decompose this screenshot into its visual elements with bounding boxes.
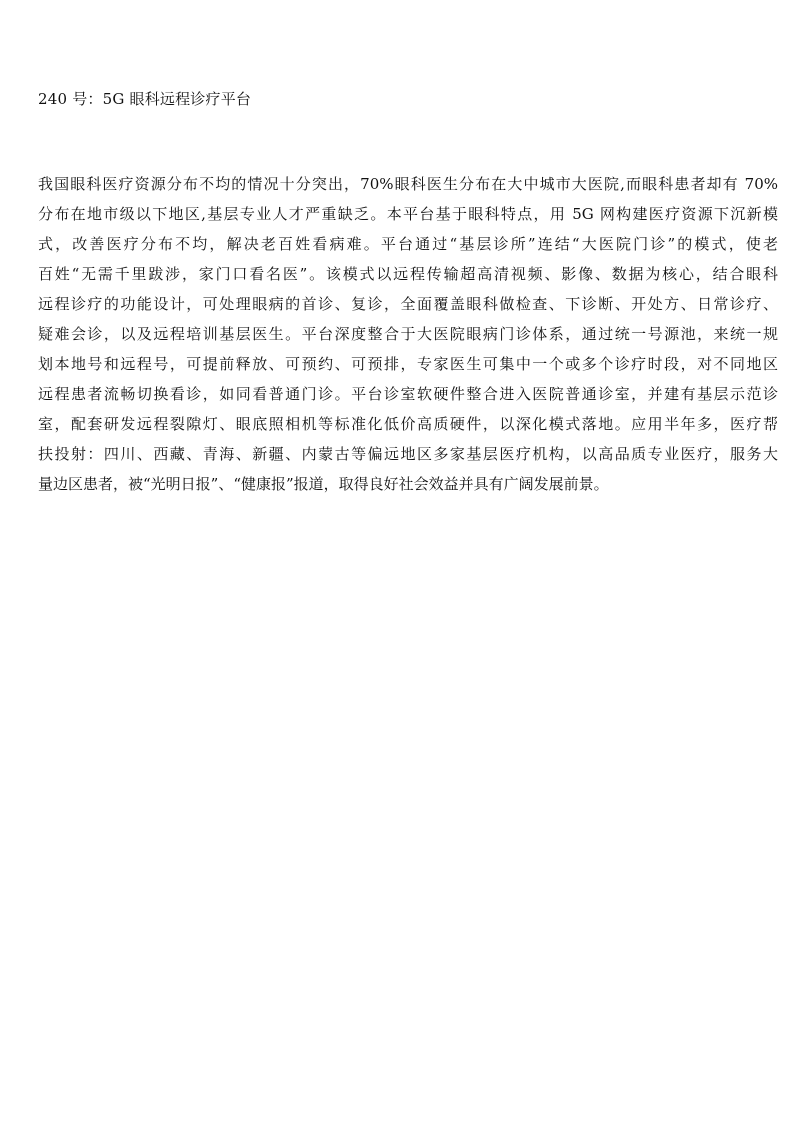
document-heading: 240 号：5G 眼科远程诊疗平台: [38, 90, 252, 108]
body-line: 式，改善医疗分布不均，解决老百姓看病难。平台通过“基层诊所”连结“大医院门诊”的模式，使老: [38, 235, 778, 253]
body-line: 量边区患者，被“光明日报”、“健康报”报道，取得良好社会效益并具有广阔发展前景。: [38, 475, 609, 493]
body-line: 分布在地市级以下地区,基层专业人才严重缺乏。本平台基于眼科特点，用 5G 网构建医疗资源下沉新模: [38, 205, 778, 223]
body-line: 远程患者流畅切换看诊，如同看普通门诊。平台诊室软硬件整合进入医院普通诊室，并建有基层示范诊: [38, 385, 778, 403]
body-line: 划本地号和远程号，可提前释放、可预约、可预排，专家医生可集中一个或多个诊疗时段，对不同地区: [38, 355, 778, 373]
body-line: 室，配套研发远程裂隙灯、眼底照相机等标准化低价高质硬件，以深化模式落地。应用半年多，医疗帮: [38, 415, 778, 433]
body-line: 扶投射：四川、西藏、青海、新疆、内蒙古等偏远地区多家基层医疗机构，以高品质专业医疗，服务大: [38, 445, 778, 463]
document-body: [38, 169, 778, 499]
body-line: 疑难会诊，以及远程培训基层医生。平台深度整合于大医院眼病门诊体系，通过统一号源池，来统一规: [38, 325, 778, 343]
body-line: 我国眼科医疗资源分布不均的情况十分突出，70%眼科医生分布在大中城市大医院,而眼科患者却有 70%: [38, 175, 778, 193]
body-line: 百姓“无需千里跋涉，家门口看名医”。该模式以远程传输超高清视频、影像、数据为核心，结合眼科: [38, 265, 778, 283]
body-line: 远程诊疗的功能设计，可处理眼病的首诊、复诊，全面覆盖眼科做检查、下诊断、开处方、日常诊疗、: [38, 295, 778, 313]
